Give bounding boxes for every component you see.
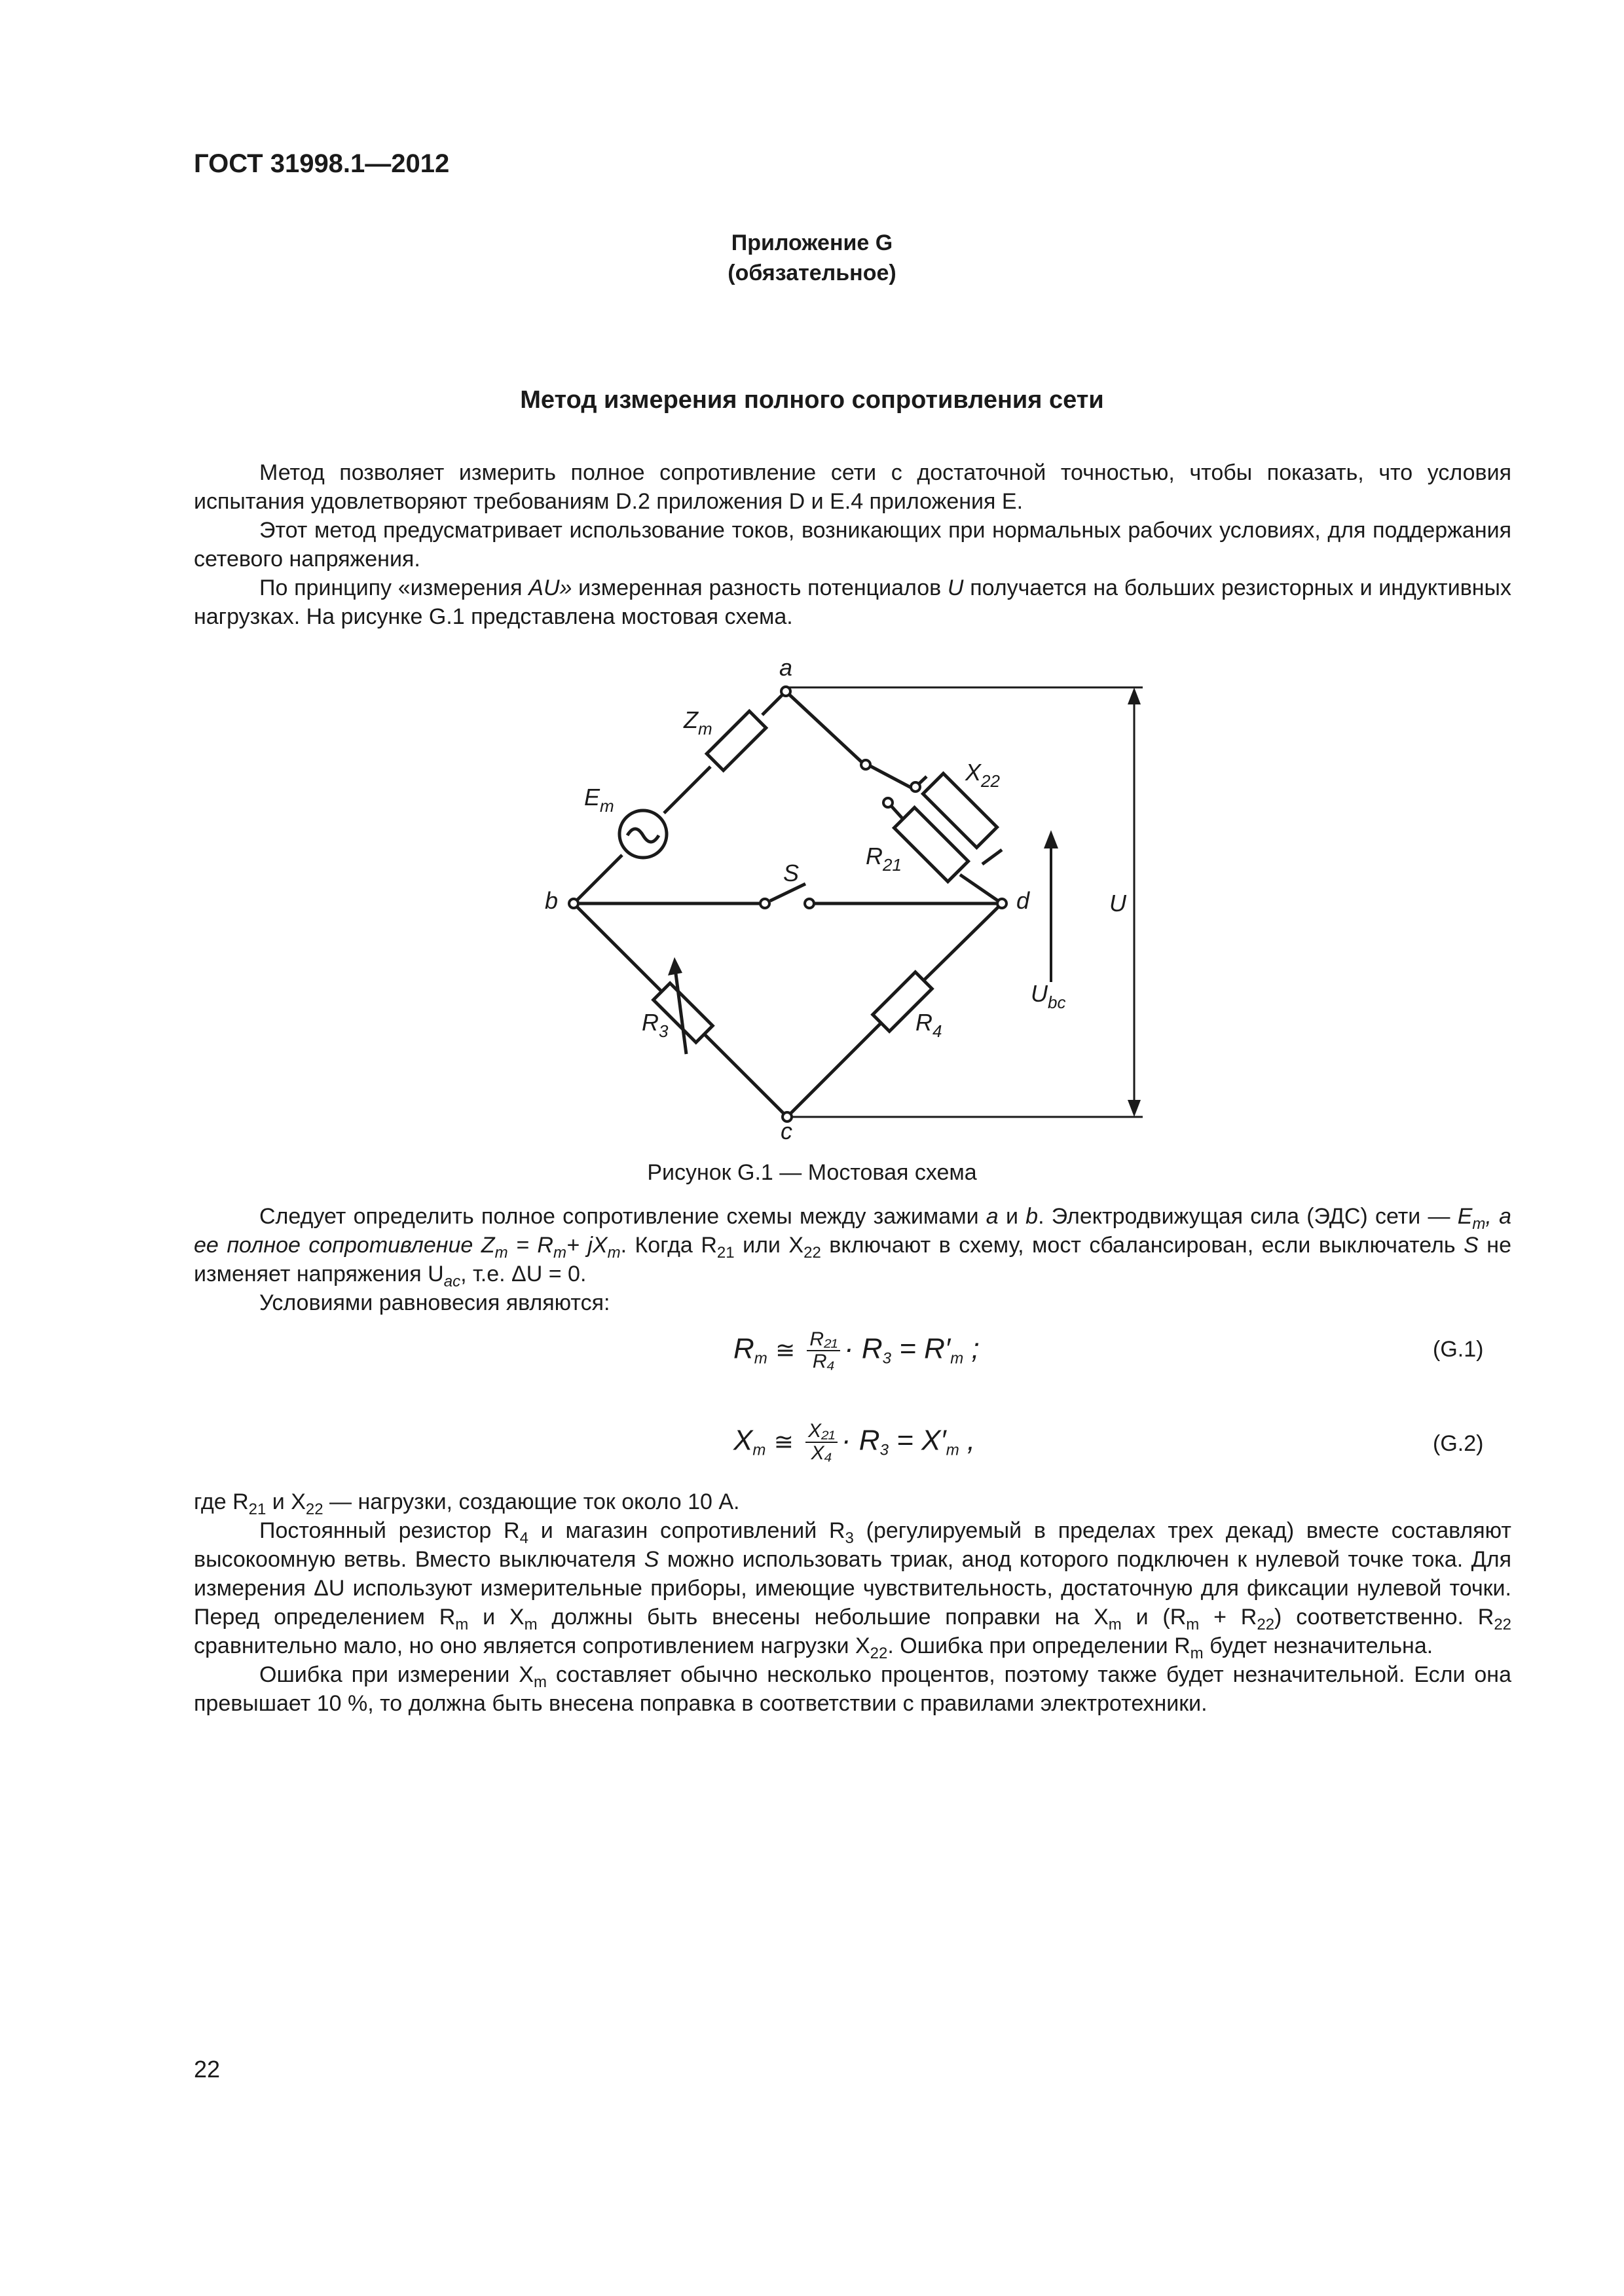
label-r3: $R_3$ (642, 1009, 669, 1041)
label-b: b (545, 887, 559, 914)
switch-x22-blade (868, 765, 913, 789)
after-paragraph-2: Постоянный резистор $R_4$ и магазин сопротивлений $R_3$ (регулируемый в пределах трех декад) вместе составляют высокоомную ветвь. Вместо выключателя S можно использовать триак, анод которого подключен к нулевой точке тока. Для измерения ΔU используют измерительные приборы, имеющие чувствительность, достаточную для фиксации нулевой точки. Перед определением $R_m$ и $X_m$ должны быть внесены небольшие поправки на $X_m$ и $(R_m + R_{22})$ соответственно. $R_{22}$ сравнительно мало, но оно является сопротивлением нагрузки $X_{22}$. Ошибка при определении $R_m$ будет незначительна. (194, 1518, 1512, 1662)
em-tilde (627, 829, 659, 842)
section-title: Метод измерения полного сопротивления сети (520, 386, 1104, 414)
after-text (194, 1487, 1511, 1718)
g2-fraction: $\frac{\text{X₂₁}}{\text{X₄}}$ (805, 1421, 838, 1464)
ubc-arrowhead (1044, 830, 1058, 848)
body-paragraph-2: Условиями равновесия являются: (259, 1290, 610, 1315)
label-em: $E_m$ (584, 784, 614, 816)
document-header: ГОСТ 31998.1—2012 (194, 149, 450, 178)
figure-caption: Рисунок G.1 — Мостовая схема (647, 1160, 977, 1185)
wire-b-em (574, 855, 622, 903)
label-a: a (779, 654, 793, 681)
r3-adjust-arrow (674, 964, 686, 1054)
intro-paragraph-3: По принципу «измерения AU» измеренная разность потенциалов U получается на больших резисторных и индуктивных нагрузках. На рисунке G.1 представлена мостовая схема. (194, 575, 1511, 629)
wire-c-r4 (787, 1023, 881, 1117)
after-paragraph-1: где $R_{21}$ и $X_{22}$ — нагрузки, создающие ток около 10 А. (194, 1489, 740, 1518)
wire-x22-bottom (982, 850, 1002, 864)
g1-fraction: $\frac{\text{R₂₁}}{\text{R₄}}$ (807, 1329, 840, 1372)
formula-g1-label: (G.1) (1433, 1337, 1484, 1362)
label-r4: $R_4$ (915, 1009, 942, 1041)
label-zm: $Z_m$ (684, 706, 712, 738)
r21-resistor (894, 807, 968, 881)
node-b (569, 899, 578, 908)
label-x22: $X_{22}$ (965, 759, 1000, 791)
r3-arrowhead (668, 957, 682, 975)
label-c: c (781, 1118, 792, 1144)
x22-contact (911, 782, 920, 792)
wire-em-zm (664, 767, 710, 813)
switch-s-contact-1 (760, 899, 769, 908)
label-r21: $R_{21}$ (866, 843, 902, 875)
switch-x22-contact (861, 760, 870, 769)
label-u: U (1109, 890, 1126, 917)
wire-a-switch (786, 691, 863, 763)
label-d: d (1016, 887, 1030, 914)
formula-g1: $R_m$ ≅ $\frac{\text{R₂₁}}{\text{R₄}}$ · $R_3 = R'_m$ ; (733, 1328, 980, 1372)
u-arrow-bottom (1128, 1100, 1141, 1117)
intro-paragraph-1: Метод позволяет измерить полное сопротивление сети с достаточной точностью, чтобы показать, что условия испытания удовлетворяют требованиям D.2 приложения D и E.4 приложения E. (194, 460, 1511, 514)
zm-resistor (707, 711, 766, 771)
label-s: S (783, 860, 800, 886)
label-ubc: $U_{bc}$ (1031, 980, 1066, 1012)
after-paragraph-3: Ошибка при измерении $X_m$ составляет обычно несколько процентов, поэтому также будет незначительной. Если она превышает 10 %, то должна быть внесена поправка в соответствии с правилами электротехники. (194, 1662, 1511, 1716)
wire-r4-d (923, 903, 1002, 981)
wire-b-r3 (574, 903, 661, 991)
appendix-status: (обязательное) (728, 261, 896, 285)
node-a (781, 687, 790, 696)
u-arrow-top (1128, 687, 1141, 704)
body-paragraph-1: Следует определить полное сопротивление схемы между зажимами a и b. Электродвижущая сила (ЭДС) сети — $E_m$, а ее полное сопротивление $Z_m = R_m+ jX_m$. Когда $R_{21}$ или $X_{22}$ включают в схему, мост сбалансирован, если выключатель S не изменяет напряжения $U_{ac}$, т.е. ΔU = 0. (194, 1204, 1511, 1290)
r21-contact (883, 798, 893, 807)
node-d (997, 899, 1006, 908)
body-text (194, 1202, 1511, 1317)
wire-r3-c (705, 1034, 787, 1117)
formula-g2: $X_m$ ≅ $\frac{\text{X₂₁}}{\text{X₄}}$ · $R_3 = X'_m$ , (733, 1420, 976, 1464)
switch-s-contact-2 (805, 899, 814, 908)
page-number: 22 (194, 2056, 221, 2083)
appendix-name: Приложение G (731, 230, 893, 255)
formula-g2-label: (G.2) (1433, 1431, 1484, 1456)
intro-paragraph-2: Этот метод предусматривает использование токов, возникающих при нормальных рабочих условиях, для поддержания сетевого напряжения. (194, 518, 1511, 572)
wire-r21-bottom (960, 875, 1002, 903)
switch-r21-blade (891, 805, 902, 818)
